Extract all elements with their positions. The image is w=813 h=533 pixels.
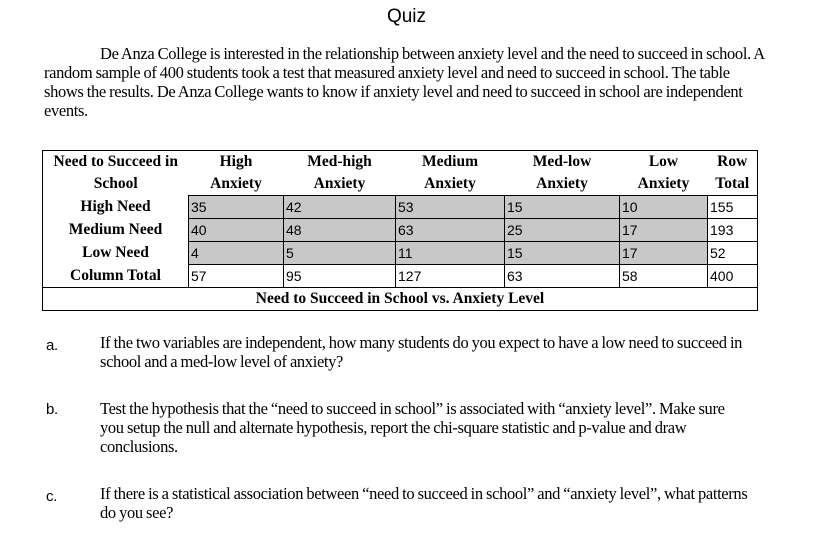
table-cell: 42 bbox=[284, 196, 396, 219]
intro-text: De Anza College is interested in the relationship between anxiety level and the need to succeed in school. A random sample of 400 students took a test that measured anxiety level and need to succeed in school. The table shows the results. De Anza College wants to know if anxiety level and need to succeed in school are independent events. bbox=[44, 44, 764, 120]
table-cell: 15 bbox=[505, 196, 620, 219]
header-cell: Medium bbox=[422, 153, 478, 170]
question-letter: b. bbox=[46, 401, 58, 418]
header-cell: Total bbox=[715, 175, 750, 192]
question-c bbox=[46, 484, 750, 522]
table-cell: 52 bbox=[708, 242, 758, 265]
header-cell: Row bbox=[717, 153, 748, 170]
table-cell: 15 bbox=[505, 242, 620, 265]
table-header-row-2 bbox=[43, 173, 758, 196]
table-cell: 11 bbox=[396, 242, 505, 265]
question-text: If there is a statistical association between “need to succeed in school” and “anxiety level”, what patterns do you see? bbox=[100, 484, 748, 522]
table-header-row-1 bbox=[43, 151, 758, 174]
header-cell: Anxiety bbox=[637, 175, 690, 192]
header-cell: High bbox=[219, 153, 253, 170]
header-cell: Anxiety bbox=[313, 175, 366, 192]
table-cell: 193 bbox=[708, 219, 758, 242]
table-cell: 53 bbox=[396, 196, 505, 219]
table-cell: 10 bbox=[620, 196, 708, 219]
row-label: Column Total bbox=[70, 266, 161, 284]
table-cell: 58 bbox=[620, 265, 708, 288]
table-row bbox=[43, 219, 758, 242]
table-caption-row bbox=[43, 288, 758, 311]
table-cell: 4 bbox=[189, 242, 284, 265]
table-cell: 95 bbox=[284, 265, 396, 288]
table-row bbox=[43, 242, 758, 265]
row-label: Low Need bbox=[82, 244, 149, 261]
header-cell: Anxiety bbox=[424, 175, 476, 192]
contingency-table bbox=[42, 150, 758, 311]
table-cell: 57 bbox=[189, 265, 284, 288]
header-cell: Low bbox=[648, 153, 679, 170]
question-a bbox=[46, 333, 750, 371]
table-cell: 63 bbox=[505, 265, 620, 288]
table-cell: 400 bbox=[708, 265, 758, 288]
table-cell: 17 bbox=[620, 219, 708, 242]
header-cell: Need to Succeed in bbox=[53, 153, 178, 170]
question-text: Test the hypothesis that the “need to succeed in school” is associated with “anxiety level”. Make sure you setup the null and alternate hypothesis, report the chi-square statistic and p-value and draw conclusions. bbox=[100, 399, 725, 456]
question-text: If the two variables are independent, how many students do you expect to have a low need to succeed in school and a med-low level of anxiety? bbox=[100, 333, 743, 371]
header-cell: Med-high bbox=[307, 153, 372, 170]
table-row bbox=[43, 196, 758, 219]
header-cell: Anxiety bbox=[210, 175, 262, 192]
table-cell: 48 bbox=[284, 219, 396, 242]
quiz-title: Quiz bbox=[386, 6, 427, 27]
table-cell: 35 bbox=[189, 196, 284, 219]
table-caption: Need to Succeed in School vs. Anxiety Level bbox=[43, 288, 758, 311]
header-cell: School bbox=[93, 175, 138, 193]
question-b bbox=[46, 399, 750, 456]
header-cell: Med-low bbox=[532, 153, 592, 170]
table-cell: 5 bbox=[284, 242, 396, 265]
question-intro bbox=[44, 44, 766, 120]
question-letter: a. bbox=[46, 337, 58, 354]
row-label: Medium Need bbox=[68, 221, 163, 238]
table-row-total bbox=[43, 265, 758, 288]
table-cell: 155 bbox=[708, 196, 758, 219]
table-cell: 40 bbox=[189, 219, 284, 242]
question-letter: c. bbox=[46, 488, 57, 505]
row-label: High Need bbox=[80, 198, 151, 215]
header-cell: Anxiety bbox=[536, 175, 588, 192]
table-cell: 127 bbox=[396, 265, 505, 288]
table-cell: 17 bbox=[620, 242, 708, 265]
table-cell: 25 bbox=[505, 219, 620, 242]
table-cell: 63 bbox=[396, 219, 505, 242]
